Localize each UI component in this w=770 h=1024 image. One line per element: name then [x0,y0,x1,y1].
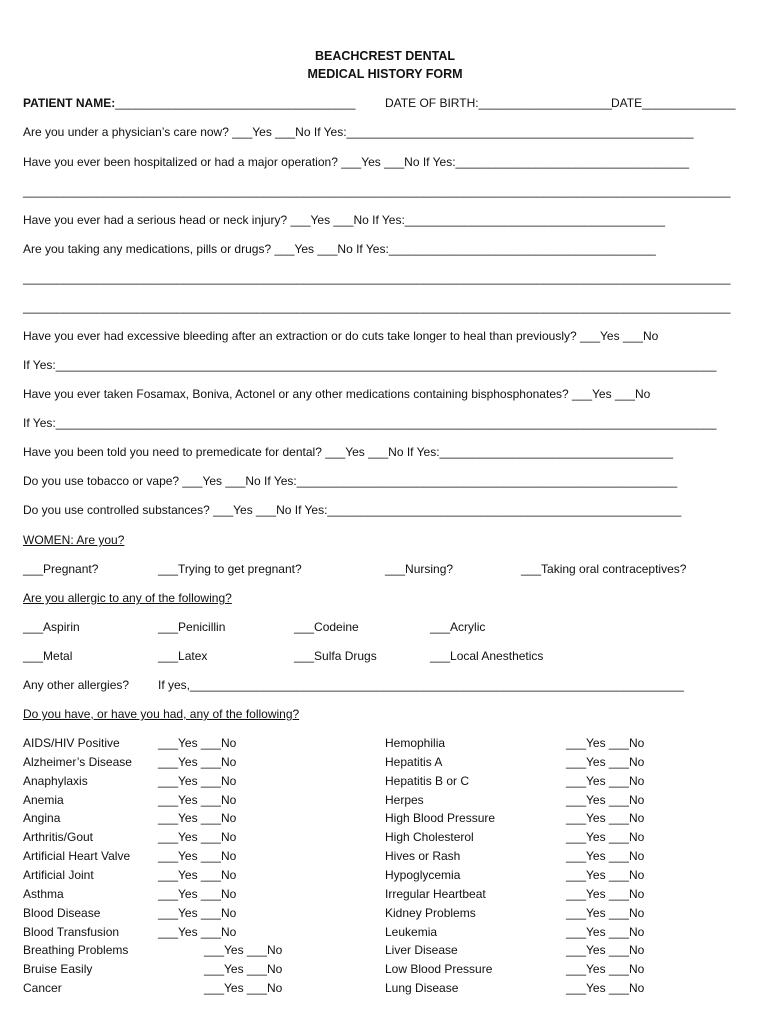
patient-line [23,96,355,110]
condition-label-anemia: Anemia [23,793,64,807]
allergy-aspirin[interactable]: ___Aspirin [23,620,80,634]
patient-name-field[interactable]: ____________________________________ [115,96,356,110]
question-controlled-substances[interactable]: Do you use controlled substances? ___Yes ___No If Yes:_____________________________________________________ [23,503,682,517]
blank-answer-line[interactable]: __________________________________________________________________________________________________________ [23,271,731,285]
condition-label-high-blood-pressure: High Blood Pressure [385,811,496,825]
other-allergies-field[interactable]: If yes,__________________________________________________________________________ [158,678,684,692]
condition-yes-no-kidney-problems[interactable]: ___Yes ___No [566,906,645,920]
allergy-penicillin[interactable]: ___Penicillin [158,620,226,634]
question-hospitalized[interactable]: Have you ever been hospitalized or had a major operation? ___Yes ___No If Yes:___________________________________ [23,155,690,169]
condition-yes-no-alzheimer-s-disease[interactable]: ___Yes ___No [158,755,237,769]
allergy-local-anesthetics[interactable]: ___Local Anesthetics [430,649,544,663]
condition-label-leukemia: Leukemia [385,925,438,939]
condition-yes-no-arthritis-gout[interactable]: ___Yes ___No [158,830,237,844]
bleeding-if-yes-line[interactable]: If Yes:___________________________________________________________________________________________________ [23,358,717,372]
condition-yes-no-asthma[interactable]: ___Yes ___No [158,887,237,901]
condition-yes-no-bruise-easily[interactable]: ___Yes ___No [204,962,283,976]
condition-yes-no-hemophilia[interactable]: ___Yes ___No [566,736,645,750]
condition-label-arthritis-gout: Arthritis/Gout [23,830,94,844]
condition-yes-no-hepatitis-a[interactable]: ___Yes ___No [566,755,645,769]
condition-yes-no-blood-transfusion[interactable]: ___Yes ___No [158,925,237,939]
date-of-birth-field[interactable]: DATE OF BIRTH:____________________ [385,96,613,110]
women-option-trying-pregnant[interactable]: ___Trying to get pregnant? [158,562,302,576]
condition-label-alzheimer-s-disease: Alzheimer’s Disease [23,755,132,769]
condition-yes-no-anaphylaxis[interactable]: ___Yes ___No [158,774,237,788]
other-allergies-label: Any other allergies? [23,678,130,692]
blank-answer-line[interactable]: __________________________________________________________________________________________________________ [23,184,731,198]
condition-yes-no-hypoglycemia[interactable]: ___Yes ___No [566,868,645,882]
condition-yes-no-high-cholesterol[interactable]: ___Yes ___No [566,830,645,844]
patient-name-label: PATIENT NAME: [23,96,116,110]
condition-label-hypoglycemia: Hypoglycemia [385,868,461,882]
form-subtitle: MEDICAL HISTORY FORM [307,67,463,81]
condition-yes-no-angina[interactable]: ___Yes ___No [158,811,237,825]
condition-label-blood-disease: Blood Disease [23,906,101,920]
question-tobacco[interactable]: Do you use tobacco or vape? ___Yes ___No If Yes:_________________________________________________________ [23,474,678,488]
question-medications[interactable]: Are you taking any medications, pills or drugs? ___Yes ___No If Yes:________________________________________ [23,242,656,256]
question-premedicate[interactable]: Have you been told you need to premedicate for dental? ___Yes ___No If Yes:___________________________________ [23,445,674,459]
condition-yes-no-blood-disease[interactable]: ___Yes ___No [158,906,237,920]
condition-yes-no-artificial-joint[interactable]: ___Yes ___No [158,868,237,882]
condition-label-breathing-problems: Breathing Problems [23,943,129,957]
women-option-pregnant[interactable]: ___Pregnant? [23,562,99,576]
allergy-sulfa-drugs[interactable]: ___Sulfa Drugs [294,649,377,663]
condition-label-artificial-heart-valve: Artificial Heart Valve [23,849,131,863]
bisphosphonates-if-yes-line[interactable]: If Yes:___________________________________________________________________________________________________ [23,416,717,430]
question-excessive-bleeding[interactable]: Have you ever had excessive bleeding after an extraction or do cuts take longer to heal than previously? ___Yes ___No [23,329,659,343]
condition-label-asthma: Asthma [23,887,64,901]
condition-label-high-cholesterol: High Cholesterol [385,830,474,844]
allergy-latex[interactable]: ___Latex [158,649,208,663]
condition-yes-no-low-blood-pressure[interactable]: ___Yes ___No [566,962,645,976]
condition-label-blood-transfusion: Blood Transfusion [23,925,120,939]
condition-yes-no-leukemia[interactable]: ___Yes ___No [566,925,645,939]
condition-yes-no-aids-hiv-positive[interactable]: ___Yes ___No [158,736,237,750]
question-bisphosphonates[interactable]: Have you ever taken Fosamax, Boniva, Actonel or any other medications containing bisphosphonates? ___Yes ___No [23,387,651,401]
condition-label-hemophilia: Hemophilia [385,736,446,750]
condition-label-low-blood-pressure: Low Blood Pressure [385,962,493,976]
condition-yes-no-hives-or-rash[interactable]: ___Yes ___No [566,849,645,863]
condition-label-aids-hiv-positive: AIDS/HIV Positive [23,736,120,750]
condition-yes-no-breathing-problems[interactable]: ___Yes ___No [204,943,283,957]
condition-yes-no-cancer[interactable]: ___Yes ___No [204,981,283,995]
allergy-codeine[interactable]: ___Codeine [294,620,359,634]
condition-yes-no-lung-disease[interactable]: ___Yes ___No [566,981,645,995]
allergy-acrylic[interactable]: ___Acrylic [430,620,486,634]
blank-answer-line[interactable]: __________________________________________________________________________________________________________ [23,300,731,314]
condition-yes-no-anemia[interactable]: ___Yes ___No [158,793,237,807]
allergies-heading: Are you allergic to any of the following? [23,591,232,605]
allergy-metal[interactable]: ___Metal [23,649,73,663]
date-field[interactable]: DATE______________ [611,96,736,110]
conditions-heading: Do you have, or have you had, any of the following? [23,707,300,721]
condition-label-artificial-joint: Artificial Joint [23,868,94,882]
condition-label-anaphylaxis: Anaphylaxis [23,774,88,788]
condition-label-irregular-heartbeat: Irregular Heartbeat [385,887,486,901]
condition-label-kidney-problems: Kidney Problems [385,906,476,920]
women-option-nursing[interactable]: ___Nursing? [385,562,454,576]
condition-label-bruise-easily: Bruise Easily [23,962,93,976]
condition-yes-no-artificial-heart-valve[interactable]: ___Yes ___No [158,849,237,863]
condition-yes-no-liver-disease[interactable]: ___Yes ___No [566,943,645,957]
condition-label-hives-or-rash: Hives or Rash [385,849,461,863]
form-title: BEACHCREST DENTAL [314,49,456,63]
condition-label-lung-disease: Lung Disease [385,981,459,995]
condition-label-angina: Angina [23,811,61,825]
condition-label-hepatitis-a: Hepatitis A [385,755,443,769]
condition-yes-no-hepatitis-b-or-c[interactable]: ___Yes ___No [566,774,645,788]
question-physician-care[interactable]: Are you under a physician’s care now? ___Yes ___No If Yes:____________________________________________________ [23,125,694,139]
condition-label-liver-disease: Liver Disease [385,943,458,957]
condition-yes-no-herpes[interactable]: ___Yes ___No [566,793,645,807]
condition-yes-no-irregular-heartbeat[interactable]: ___Yes ___No [566,887,645,901]
women-option-oral-contraceptives[interactable]: ___Taking oral contraceptives? [521,562,687,576]
women-heading: WOMEN: Are you? [23,533,125,547]
condition-label-hepatitis-b-or-c: Hepatitis B or C [385,774,470,788]
condition-label-herpes: Herpes [385,793,424,807]
condition-label-cancer: Cancer [23,981,62,995]
question-head-injury[interactable]: Have you ever had a serious head or neck injury? ___Yes ___No If Yes:_______________________________________ [23,213,666,227]
condition-yes-no-high-blood-pressure[interactable]: ___Yes ___No [566,811,645,825]
